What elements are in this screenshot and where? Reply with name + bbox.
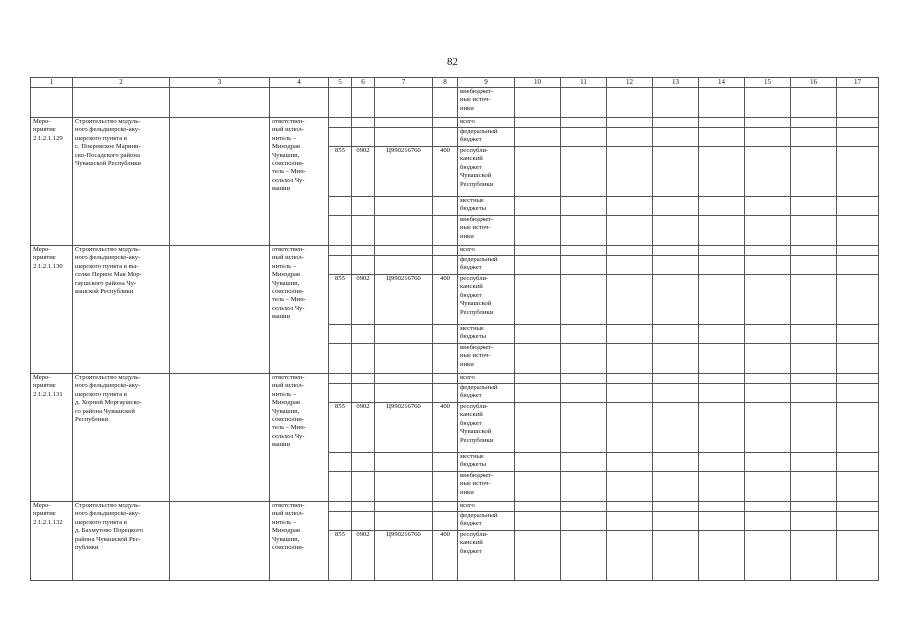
empty-cell — [515, 256, 561, 275]
empty-cell — [375, 197, 433, 216]
empty-cell — [653, 147, 699, 197]
section-code: 0902 — [352, 275, 375, 325]
empty-cell — [745, 147, 791, 197]
empty-cell — [699, 384, 745, 403]
empty-cell — [329, 344, 352, 374]
empty-cell — [837, 128, 879, 147]
empty-cell — [375, 118, 433, 128]
empty-cell — [433, 512, 458, 531]
empty-cell — [329, 256, 352, 275]
empty-cell — [699, 472, 745, 502]
empty-cell — [433, 344, 458, 374]
empty-cell — [653, 118, 699, 128]
empty-cell — [170, 88, 270, 118]
empty-cell — [791, 118, 837, 128]
empty-cell — [433, 88, 458, 118]
empty-cell — [607, 246, 653, 256]
empty-cell — [791, 197, 837, 216]
empty-cell — [745, 512, 791, 531]
empty-cell — [791, 128, 837, 147]
empty-cell — [607, 374, 653, 384]
empty-cell — [607, 256, 653, 275]
empty-cell — [653, 325, 699, 344]
expense-type: 400 — [433, 275, 458, 325]
empty-cell — [837, 256, 879, 275]
empty-cell — [375, 384, 433, 403]
empty-cell — [607, 472, 653, 502]
empty-cell — [561, 216, 607, 246]
empty-cell — [607, 325, 653, 344]
grbs-code: 855 — [329, 403, 352, 453]
empty-cell — [561, 344, 607, 374]
empty-cell — [515, 88, 561, 118]
empty-cell — [561, 384, 607, 403]
measure-number: Меро- приятие 2.1.2.1.132 — [31, 502, 73, 581]
empty-cell — [607, 384, 653, 403]
empty-cell — [699, 512, 745, 531]
empty-cell — [515, 344, 561, 374]
empty-cell — [329, 197, 352, 216]
empty-cell — [561, 147, 607, 197]
empty-cell — [329, 246, 352, 256]
empty-cell — [653, 216, 699, 246]
empty-cell — [375, 344, 433, 374]
empty-cell — [352, 197, 375, 216]
empty-cell — [352, 216, 375, 246]
empty-cell — [791, 374, 837, 384]
empty-cell — [791, 147, 837, 197]
table-row — [31, 88, 879, 118]
table-row — [31, 502, 879, 512]
empty-cell — [375, 325, 433, 344]
empty-cell — [653, 512, 699, 531]
empty-cell — [653, 344, 699, 374]
executor: ответствен- ный испол- нитель – Минздрав Чувашии, соисполни- тель – Мин- сельхоз Чу- вашии — [270, 246, 329, 374]
empty-cell — [561, 246, 607, 256]
empty-cell — [837, 275, 879, 325]
empty-cell — [791, 384, 837, 403]
empty-cell — [515, 502, 561, 512]
empty-cell — [515, 512, 561, 531]
empty-cell — [31, 88, 73, 118]
empty-cell — [699, 344, 745, 374]
empty-cell — [375, 256, 433, 275]
measure-name: Строительство модуль- ного фельдшерско-аку- шерского пункта в д. Бахмутово Порецкого района Чувашской Рес- публики — [73, 502, 170, 581]
empty-cell — [515, 531, 561, 581]
funding-source: федеральный бюджет — [458, 384, 515, 403]
measure-number: Меро- приятие 2.1.2.1.130 — [31, 246, 73, 374]
empty-cell — [745, 384, 791, 403]
empty-cell — [607, 147, 653, 197]
empty-cell — [791, 502, 837, 512]
empty-cell — [745, 88, 791, 118]
empty-cell — [352, 118, 375, 128]
empty-cell — [433, 118, 458, 128]
empty-cell — [170, 374, 270, 502]
empty-cell — [515, 147, 561, 197]
empty-cell — [653, 256, 699, 275]
empty-cell — [699, 118, 745, 128]
funding-source: внебюджет- ные источ- ники — [458, 216, 515, 246]
empty-cell — [607, 512, 653, 531]
empty-cell — [837, 118, 879, 128]
funding-source: всего — [458, 502, 515, 512]
empty-cell — [561, 275, 607, 325]
funding-source: всего — [458, 246, 515, 256]
funding-source: республи- канский бюджет Чувашской Республики — [458, 147, 515, 197]
empty-cell — [270, 88, 329, 118]
empty-cell — [607, 216, 653, 246]
empty-cell — [745, 246, 791, 256]
empty-cell — [791, 344, 837, 374]
expense-type: 400 — [433, 531, 458, 581]
header-row — [31, 78, 879, 88]
target-article: Ц990216760 — [375, 403, 433, 453]
empty-cell — [607, 344, 653, 374]
empty-cell — [352, 472, 375, 502]
column-header: 7 — [375, 78, 433, 88]
empty-cell — [791, 275, 837, 325]
empty-cell — [745, 453, 791, 472]
empty-cell — [515, 118, 561, 128]
funding-source: внебюджет- ные источ- ники — [458, 472, 515, 502]
empty-cell — [515, 246, 561, 256]
empty-cell — [561, 118, 607, 128]
empty-cell — [837, 344, 879, 374]
empty-cell — [699, 197, 745, 216]
grbs-code: 855 — [329, 531, 352, 581]
empty-cell — [837, 403, 879, 453]
empty-cell — [791, 88, 837, 118]
empty-cell — [607, 197, 653, 216]
empty-cell — [329, 502, 352, 512]
empty-cell — [607, 128, 653, 147]
empty-cell — [561, 512, 607, 531]
empty-cell — [433, 197, 458, 216]
empty-cell — [745, 531, 791, 581]
column-header: 9 — [458, 78, 515, 88]
column-header: 6 — [352, 78, 375, 88]
empty-cell — [837, 531, 879, 581]
empty-cell — [607, 453, 653, 472]
empty-cell — [561, 502, 607, 512]
empty-cell — [352, 246, 375, 256]
measure-number: Меро- приятие 2.1.2.1.129 — [31, 118, 73, 246]
executor: ответствен- ный испол- нитель – Минздрав Чувашии, соисполни- тель – Мин- сельхоз Чу- вашии — [270, 118, 329, 246]
empty-cell — [433, 374, 458, 384]
budget-table — [30, 77, 879, 581]
empty-cell — [375, 128, 433, 147]
empty-cell — [375, 512, 433, 531]
empty-cell — [515, 325, 561, 344]
empty-cell — [607, 531, 653, 581]
empty-cell — [607, 88, 653, 118]
empty-cell — [329, 216, 352, 246]
column-header: 10 — [515, 78, 561, 88]
empty-cell — [329, 472, 352, 502]
column-header: 11 — [561, 78, 607, 88]
empty-cell — [653, 403, 699, 453]
empty-cell — [699, 531, 745, 581]
table-row — [31, 374, 879, 384]
measure-name: Строительство модуль- ного фельдшерско-аку- шерского пункта в вы- селке Первое Мая Мор- гаушского района Чу- вашской Республики — [73, 246, 170, 374]
empty-cell — [73, 88, 170, 118]
empty-cell — [653, 472, 699, 502]
empty-cell — [791, 453, 837, 472]
empty-cell — [375, 88, 433, 118]
empty-cell — [515, 128, 561, 147]
empty-cell — [653, 275, 699, 325]
empty-cell — [329, 128, 352, 147]
empty-cell — [791, 216, 837, 246]
empty-cell — [745, 216, 791, 246]
empty-cell — [745, 344, 791, 374]
column-header: 16 — [791, 78, 837, 88]
funding-source: местные бюджеты — [458, 325, 515, 344]
section-code: 0902 — [352, 147, 375, 197]
empty-cell — [607, 118, 653, 128]
empty-cell — [561, 256, 607, 275]
empty-cell — [433, 325, 458, 344]
funding-source: республи- канский бюджет Чувашской Республики — [458, 403, 515, 453]
empty-cell — [561, 197, 607, 216]
empty-cell — [329, 88, 352, 118]
empty-cell — [699, 453, 745, 472]
funding-source: федеральный бюджет — [458, 128, 515, 147]
empty-cell — [561, 88, 607, 118]
empty-cell — [653, 384, 699, 403]
empty-cell — [515, 453, 561, 472]
target-article: Ц990216760 — [375, 531, 433, 581]
empty-cell — [653, 197, 699, 216]
funding-source: местные бюджеты — [458, 197, 515, 216]
executor: ответствен- ный испол- нитель – Минздрав Чувашии, соисполни- — [270, 502, 329, 581]
empty-cell — [433, 256, 458, 275]
empty-cell — [791, 325, 837, 344]
column-header: 14 — [699, 78, 745, 88]
empty-cell — [352, 256, 375, 275]
funding-source: всего — [458, 118, 515, 128]
empty-cell — [653, 128, 699, 147]
empty-cell — [433, 453, 458, 472]
empty-cell — [515, 275, 561, 325]
empty-cell — [699, 128, 745, 147]
table-row — [31, 246, 879, 256]
empty-cell — [352, 374, 375, 384]
empty-cell — [837, 246, 879, 256]
empty-cell — [375, 472, 433, 502]
table-row — [31, 118, 879, 128]
empty-cell — [699, 216, 745, 246]
empty-cell — [375, 502, 433, 512]
empty-cell — [375, 216, 433, 246]
funding-source: республи- канский бюджет Чувашской Республики — [458, 275, 515, 325]
empty-cell — [607, 502, 653, 512]
column-header: 8 — [433, 78, 458, 88]
empty-cell — [561, 325, 607, 344]
empty-cell — [375, 453, 433, 472]
empty-cell — [515, 384, 561, 403]
empty-cell — [745, 256, 791, 275]
empty-cell — [352, 128, 375, 147]
empty-cell — [653, 502, 699, 512]
empty-cell — [653, 374, 699, 384]
empty-cell — [837, 472, 879, 502]
empty-cell — [607, 403, 653, 453]
empty-cell — [699, 147, 745, 197]
column-header: 5 — [329, 78, 352, 88]
column-header: 12 — [607, 78, 653, 88]
empty-cell — [561, 128, 607, 147]
empty-cell — [791, 472, 837, 502]
empty-cell — [791, 256, 837, 275]
section-code: 0902 — [352, 403, 375, 453]
empty-cell — [329, 325, 352, 344]
empty-cell — [433, 502, 458, 512]
empty-cell — [433, 384, 458, 403]
empty-cell — [375, 246, 433, 256]
empty-cell — [433, 246, 458, 256]
empty-cell — [837, 216, 879, 246]
measure-name: Строительство модуль- ного фельдшерско-аку- шерского пункта в д. Хорной Моргаушско- го района Чувашской Республики — [73, 374, 170, 502]
empty-cell — [837, 512, 879, 531]
empty-cell — [515, 472, 561, 502]
empty-cell — [561, 403, 607, 453]
empty-cell — [352, 88, 375, 118]
empty-cell — [352, 453, 375, 472]
empty-cell — [699, 374, 745, 384]
empty-cell — [837, 88, 879, 118]
empty-cell — [329, 453, 352, 472]
empty-cell — [433, 216, 458, 246]
empty-cell — [745, 128, 791, 147]
empty-cell — [515, 403, 561, 453]
empty-cell — [699, 256, 745, 275]
funding-source: внебюджет- ные источ- ники — [458, 88, 515, 118]
column-header: 1 — [31, 78, 73, 88]
empty-cell — [837, 147, 879, 197]
empty-cell — [699, 246, 745, 256]
empty-cell — [607, 275, 653, 325]
empty-cell — [653, 453, 699, 472]
empty-cell — [745, 197, 791, 216]
empty-cell — [745, 374, 791, 384]
executor: ответствен- ный испол- нитель – Минздрав Чувашии, соисполни- тель – Мин- сельхоз Чу- вашии — [270, 374, 329, 502]
funding-source: федеральный бюджет — [458, 256, 515, 275]
empty-cell — [515, 197, 561, 216]
empty-cell — [329, 118, 352, 128]
empty-cell — [837, 453, 879, 472]
empty-cell — [791, 531, 837, 581]
empty-cell — [561, 453, 607, 472]
empty-cell — [745, 118, 791, 128]
grbs-code: 855 — [329, 147, 352, 197]
target-article: Ц990216760 — [375, 275, 433, 325]
measure-number: Меро- приятие 2.1.2.1.131 — [31, 374, 73, 502]
empty-cell — [699, 275, 745, 325]
empty-cell — [433, 128, 458, 147]
empty-cell — [433, 472, 458, 502]
empty-cell — [837, 384, 879, 403]
section-code: 0902 — [352, 531, 375, 581]
target-article: Ц990216760 — [375, 147, 433, 197]
empty-cell — [745, 472, 791, 502]
empty-cell — [375, 374, 433, 384]
empty-cell — [515, 374, 561, 384]
empty-cell — [352, 325, 375, 344]
empty-cell — [170, 246, 270, 374]
empty-cell — [561, 531, 607, 581]
empty-cell — [515, 216, 561, 246]
column-header: 17 — [837, 78, 879, 88]
empty-cell — [329, 374, 352, 384]
column-header: 13 — [653, 78, 699, 88]
empty-cell — [561, 472, 607, 502]
empty-cell — [170, 502, 270, 581]
empty-cell — [352, 512, 375, 531]
empty-cell — [170, 118, 270, 246]
empty-cell — [653, 531, 699, 581]
column-header: 3 — [170, 78, 270, 88]
empty-cell — [699, 88, 745, 118]
column-header: 15 — [745, 78, 791, 88]
funding-source: внебюджет- ные источ- ники — [458, 344, 515, 374]
funding-source: федеральный бюджет — [458, 512, 515, 531]
funding-source: местные бюджеты — [458, 453, 515, 472]
empty-cell — [791, 246, 837, 256]
grbs-code: 855 — [329, 275, 352, 325]
empty-cell — [745, 502, 791, 512]
empty-cell — [653, 246, 699, 256]
column-header: 2 — [73, 78, 170, 88]
page-number: 82 — [447, 56, 458, 68]
empty-cell — [561, 374, 607, 384]
empty-cell — [352, 344, 375, 374]
empty-cell — [837, 374, 879, 384]
expense-type: 400 — [433, 403, 458, 453]
empty-cell — [653, 88, 699, 118]
measure-name: Строительство модуль- ного фельдшерско-аку- шерского пункта в с. Покровское Марини- ско-Посадского района Чувашской Республики — [73, 118, 170, 246]
funding-source: всего — [458, 374, 515, 384]
empty-cell — [745, 325, 791, 344]
empty-cell — [699, 403, 745, 453]
empty-cell — [352, 502, 375, 512]
empty-cell — [837, 325, 879, 344]
empty-cell — [329, 384, 352, 403]
empty-cell — [699, 325, 745, 344]
empty-cell — [837, 502, 879, 512]
empty-cell — [791, 403, 837, 453]
empty-cell — [699, 502, 745, 512]
empty-cell — [745, 275, 791, 325]
empty-cell — [791, 512, 837, 531]
empty-cell — [837, 197, 879, 216]
funding-source: республи- канский бюджет — [458, 531, 515, 581]
expense-type: 400 — [433, 147, 458, 197]
empty-cell — [745, 403, 791, 453]
empty-cell — [329, 512, 352, 531]
column-header: 4 — [270, 78, 329, 88]
empty-cell — [352, 384, 375, 403]
